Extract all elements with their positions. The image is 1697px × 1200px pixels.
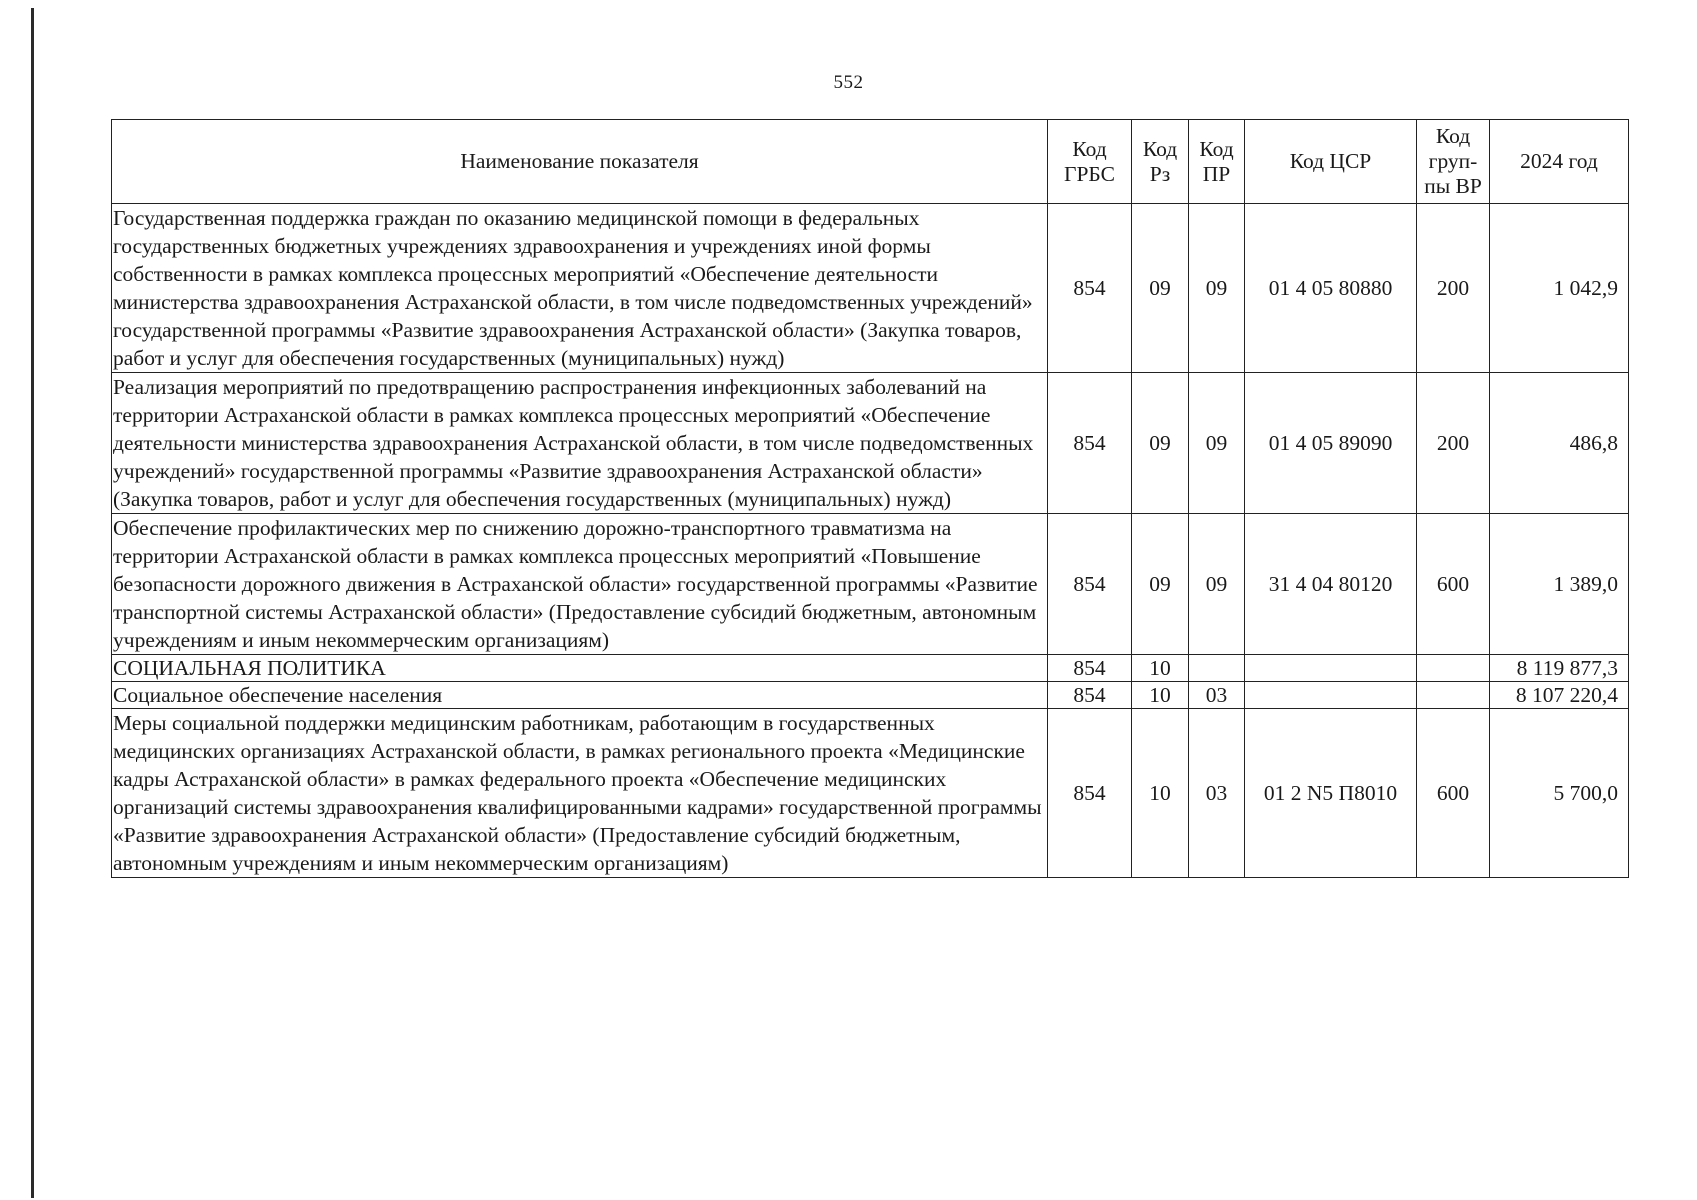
row-pr	[1189, 655, 1245, 682]
header-csr: Код ЦСР	[1245, 120, 1417, 204]
scan-edge-line	[31, 8, 34, 1198]
row-name: Реализация мероприятий по предотвращению распространения инфекционных заболеваний на территории Астраханской области в рамках комплекса процессных мероприятий «Обеспечение деятельности министерства здравоохранения Астраханской области, в том числе подведомственных учреждений» государственной программы «Развитие здравоохранения Астраханской области» (Закупка товаров, работ и услуг для обеспечения государственных (муниципальных) нужд)	[112, 373, 1048, 514]
row-amount: 486,8	[1490, 373, 1629, 514]
row-csr: 01 2 N5 П8010	[1245, 709, 1417, 878]
row-name: Социальное обеспечение населения	[112, 682, 1048, 709]
row-name: Государственная поддержка граждан по оказанию медицинской помощи в федеральных государственных бюджетных учреждениях здравоохранения и учреждениях иной формы собственности в рамках комплекса процессных мероприятий «Обеспечение деятельности министерства здравоохранения Астраханской области, в том числе подведомственных учреждений» государственной программы «Развитие здравоохранения Астраханской области» (Закупка товаров, работ и услуг для обеспечения государственных (муниципальных) нужд)	[112, 204, 1048, 373]
row-amount: 1 042,9	[1490, 204, 1629, 373]
table-row	[112, 682, 1629, 709]
row-grbs: 854	[1048, 514, 1132, 655]
row-amount: 8 119 877,3	[1490, 655, 1629, 682]
row-vr: 600	[1417, 514, 1490, 655]
row-rz: 10	[1132, 709, 1189, 878]
header-grbs: Код ГРБС	[1048, 120, 1132, 204]
header-year: 2024 год	[1490, 120, 1629, 204]
row-vr	[1417, 682, 1490, 709]
row-rz: 09	[1132, 514, 1189, 655]
row-amount: 8 107 220,4	[1490, 682, 1629, 709]
row-vr: 200	[1417, 204, 1490, 373]
header-name: Наименование показателя	[112, 120, 1048, 204]
row-amount: 1 389,0	[1490, 514, 1629, 655]
row-csr: 01 4 05 80880	[1245, 204, 1417, 373]
row-grbs: 854	[1048, 709, 1132, 878]
row-pr: 09	[1189, 373, 1245, 514]
row-pr: 03	[1189, 682, 1245, 709]
table-header-row	[112, 120, 1629, 204]
row-pr: 03	[1189, 709, 1245, 878]
row-grbs: 854	[1048, 682, 1132, 709]
table-row	[112, 709, 1629, 878]
row-vr: 600	[1417, 709, 1490, 878]
row-grbs: 854	[1048, 373, 1132, 514]
row-vr	[1417, 655, 1490, 682]
header-pr: Код ПР	[1189, 120, 1245, 204]
table-row	[112, 204, 1629, 373]
row-rz: 10	[1132, 655, 1189, 682]
row-name: Обеспечение профилактических мер по снижению дорожно-транспортного травматизма на территории Астраханской области в рамках комплекса процессных мероприятий «Повышение безопасности дорожного движения в Астраханской области» государственной программы «Развитие транспортной системы Астраханской области» (Предоставление субсидий бюджетным, автономным учреждениям и иным некоммерческим организациям)	[112, 514, 1048, 655]
row-pr: 09	[1189, 514, 1245, 655]
table-row	[112, 655, 1629, 682]
header-vr: Код груп-пы ВР	[1417, 120, 1490, 204]
row-rz: 09	[1132, 204, 1189, 373]
row-vr: 200	[1417, 373, 1490, 514]
row-grbs: 854	[1048, 655, 1132, 682]
table-row	[112, 514, 1629, 655]
row-name: Меры социальной поддержки медицинским работникам, работающим в государственных медицинских организациях Астраханской области, в рамках регионального проекта «Медицинские кадры Астраханской области» в рамках федерального проекта «Обеспечение медицинских организаций системы здравоохранения квалифицированными кадрами» государственной программы «Развитие здравоохранения Астраханской области» (Предоставление субсидий бюджетным, автономным учреждениям и иным некоммерческим организациям)	[112, 709, 1048, 878]
row-csr	[1245, 682, 1417, 709]
row-csr: 01 4 05 89090	[1245, 373, 1417, 514]
row-grbs: 854	[1048, 204, 1132, 373]
budget-table	[111, 119, 1629, 878]
header-rz: Код Рз	[1132, 120, 1189, 204]
row-csr: 31 4 04 80120	[1245, 514, 1417, 655]
row-amount: 5 700,0	[1490, 709, 1629, 878]
row-csr	[1245, 655, 1417, 682]
row-rz: 09	[1132, 373, 1189, 514]
table-row	[112, 373, 1629, 514]
row-rz: 10	[1132, 682, 1189, 709]
row-name: СОЦИАЛЬНАЯ ПОЛИТИКА	[112, 655, 1048, 682]
page-number: 552	[833, 72, 864, 93]
row-pr: 09	[1189, 204, 1245, 373]
